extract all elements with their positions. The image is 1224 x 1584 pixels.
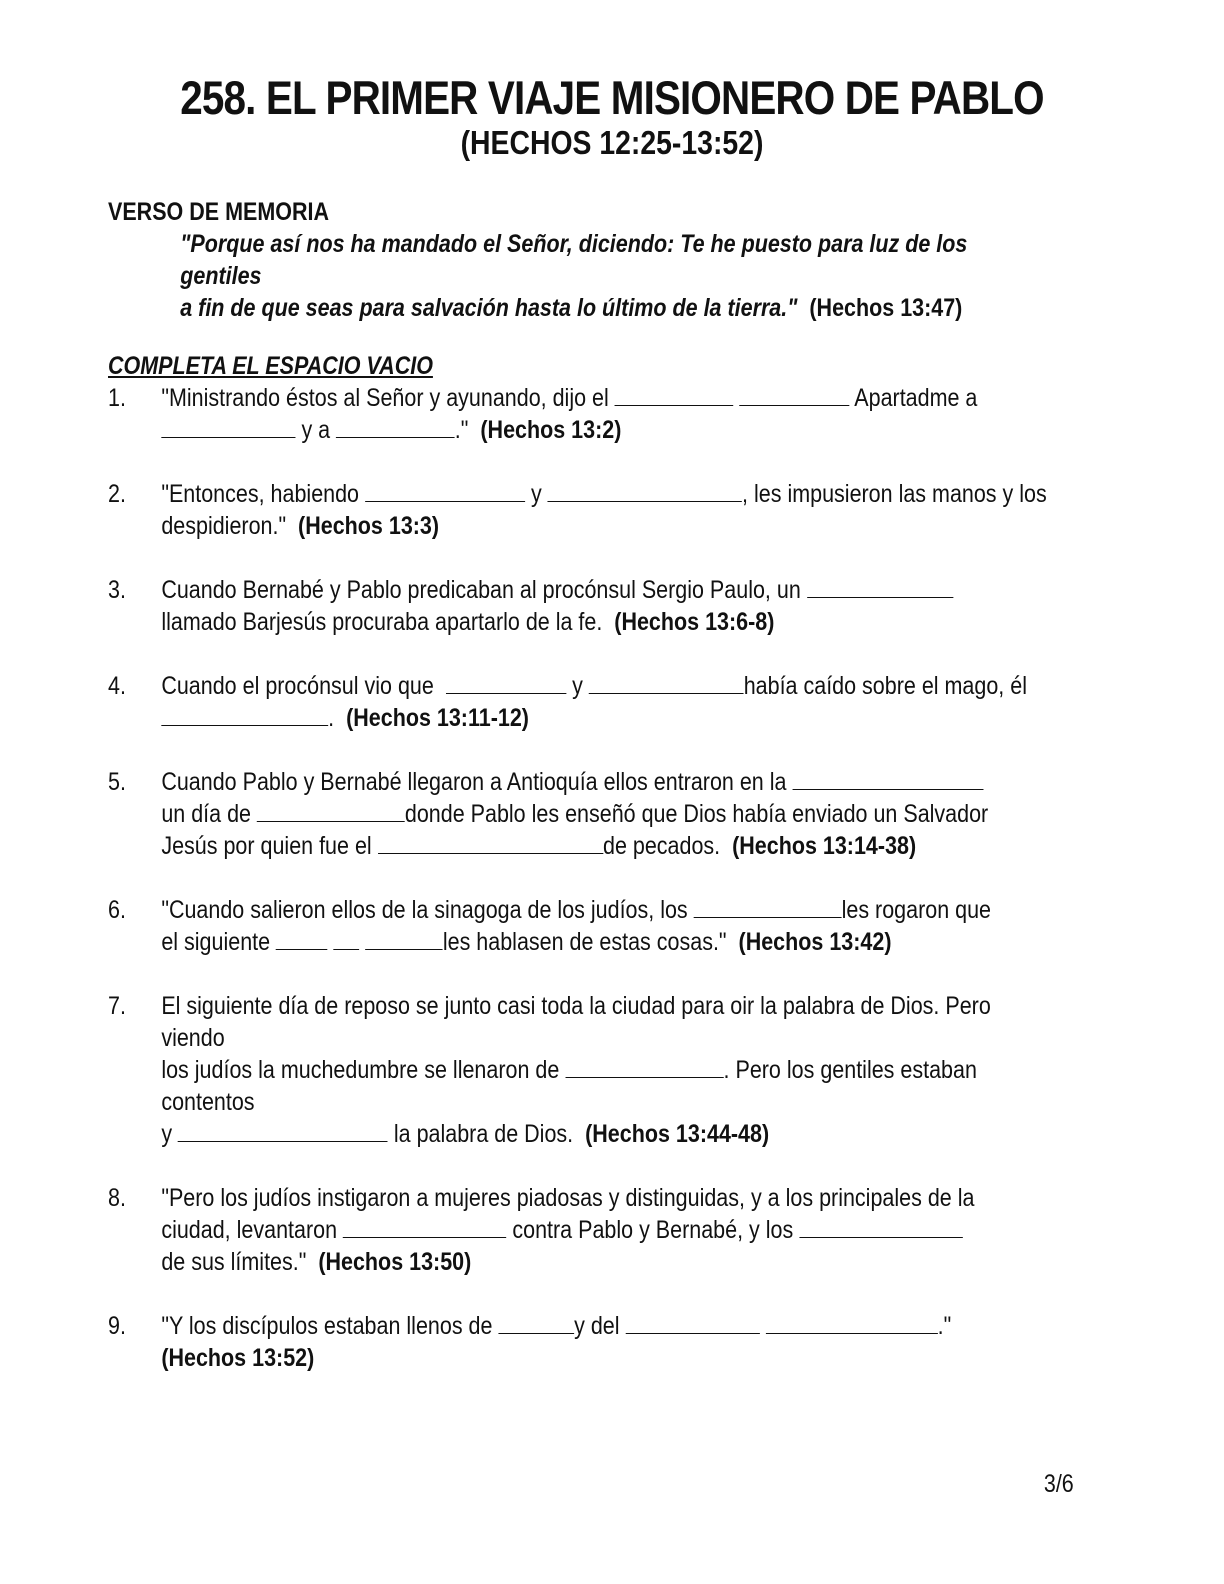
answer-blank[interactable] [334,927,360,950]
answer-blank[interactable] [257,799,405,822]
bible-reference: (Hechos 13:11-12) [346,704,529,732]
answer-blank[interactable] [766,1311,938,1334]
memory-verse-reference: (Hechos 13:47) [809,294,963,322]
bible-reference: (Hechos 13:42) [738,928,892,956]
question-number: 5. [108,768,126,796]
question-6: 6. "Cuando salieron ellos de la sinagoga de los judíos, los les rogaron que el siguiente les hablasen de estas cosas." (Hechos 13:42) [108,896,992,956]
answer-blank[interactable] [336,415,455,438]
answer-blank[interactable] [365,479,525,502]
bible-reference: (Hechos 13:3) [298,512,440,540]
answer-blank[interactable] [589,671,744,694]
page-subtitle: (HECHOS 12:25-13:52) [460,124,764,161]
question-2: 2. "Entonces, habiendo y , les impusieron las manos y los despidieron." (Hechos 13:3) [108,480,1047,540]
question-number: 3. [108,576,126,604]
question-4: 4. Cuando el procónsul vio que y había caído sobre el mago, él . (Hechos 13:11-12) [108,672,1027,732]
memory-verse-line-1: "Porque así nos ha mandado el Señor, diciendo: Te he puesto para luz de los gentiles [180,230,968,290]
question-number: 7. [108,992,126,1020]
answer-blank[interactable] [799,1215,962,1238]
exercise-heading: COMPLETA EL ESPACIO VACIO [108,352,433,380]
answer-blank[interactable] [807,575,953,598]
answer-blank[interactable] [694,895,842,918]
bible-reference: (Hechos 13:52) [161,1344,315,1372]
bible-reference: (Hechos 13:14-38) [732,832,917,860]
answer-blank[interactable] [615,383,734,406]
question-number: 4. [108,672,126,700]
answer-blank[interactable] [178,1119,388,1142]
answer-blank[interactable] [548,479,742,502]
bible-reference: (Hechos 13:50) [318,1248,472,1276]
worksheet-content [108,196,1054,1406]
answer-blank[interactable] [161,415,295,438]
answer-blank[interactable] [565,1055,723,1078]
answer-blank[interactable] [378,831,603,854]
question-5: 5. Cuando Pablo y Bernabé llegaron a Antioquía ellos entraron en la un día de donde Pablo les enseñó que Dios había enviado un Salvador Jesús por quien fue el de pecados. (Hechos 13:14-38) [108,768,989,860]
question-1: 1. "Ministrando éstos al Señor y ayunando, dijo el Apartadme a y a ." (Hechos 13:2) [108,384,978,444]
answer-blank[interactable] [365,927,442,950]
answer-blank[interactable] [161,703,328,726]
question-9: 9. "Y los discípulos estaban llenos de y del ." (Hechos 13:52) [108,1312,952,1372]
page-title: 258. EL PRIMER VIAJE MISIONERO DE PABLO [180,71,1044,124]
question-number: 1. [108,384,126,412]
bible-reference: (Hechos 13:44-48) [585,1120,770,1148]
answer-blank[interactable] [343,1215,506,1238]
bible-reference: (Hechos 13:2) [480,416,622,444]
memory-verse [180,228,1054,324]
memory-verse-line-2: a fin de que seas para salvación hasta lo último de la tierra." (Hechos 13:47) [180,294,963,322]
question-number: 6. [108,896,126,924]
question-7: 7. El siguiente día de reposo se junto casi toda la ciudad para oir la palabra de Dios. Pero viendo los judíos la muchedumbre se llenaron de . Pero los gentiles estaban contentos y la palabra de Dios. (Hechos 13:44-48) [108,992,991,1148]
answer-blank[interactable] [739,383,849,406]
question-number: 9. [108,1312,126,1340]
bible-reference: (Hechos 13:6-8) [614,608,775,636]
answer-blank[interactable] [276,927,328,950]
answer-blank[interactable] [446,671,566,694]
answer-blank[interactable] [498,1311,574,1334]
question-number: 2. [108,480,126,508]
answer-blank[interactable] [626,1311,760,1334]
question-3: 3. Cuando Bernabé y Pablo predicaban al procónsul Sergio Paulo, un llamado Barjesús procuraba apartarlo de la fe. (Hechos 13:6-8) [108,574,1054,638]
memory-verse-heading: VERSO DE MEMORIA [108,198,330,226]
question-number: 8. [108,1184,126,1212]
answer-blank[interactable] [792,767,983,790]
page-number: 3/6 [1044,1470,1074,1498]
question-8: 8. "Pero los judíos instigaron a mujeres piadosas y distinguidas, y a los principales de la ciudad, levantaron contra Pablo y Bernabé, y los de sus límites." (Hechos 13:50) [108,1184,975,1276]
